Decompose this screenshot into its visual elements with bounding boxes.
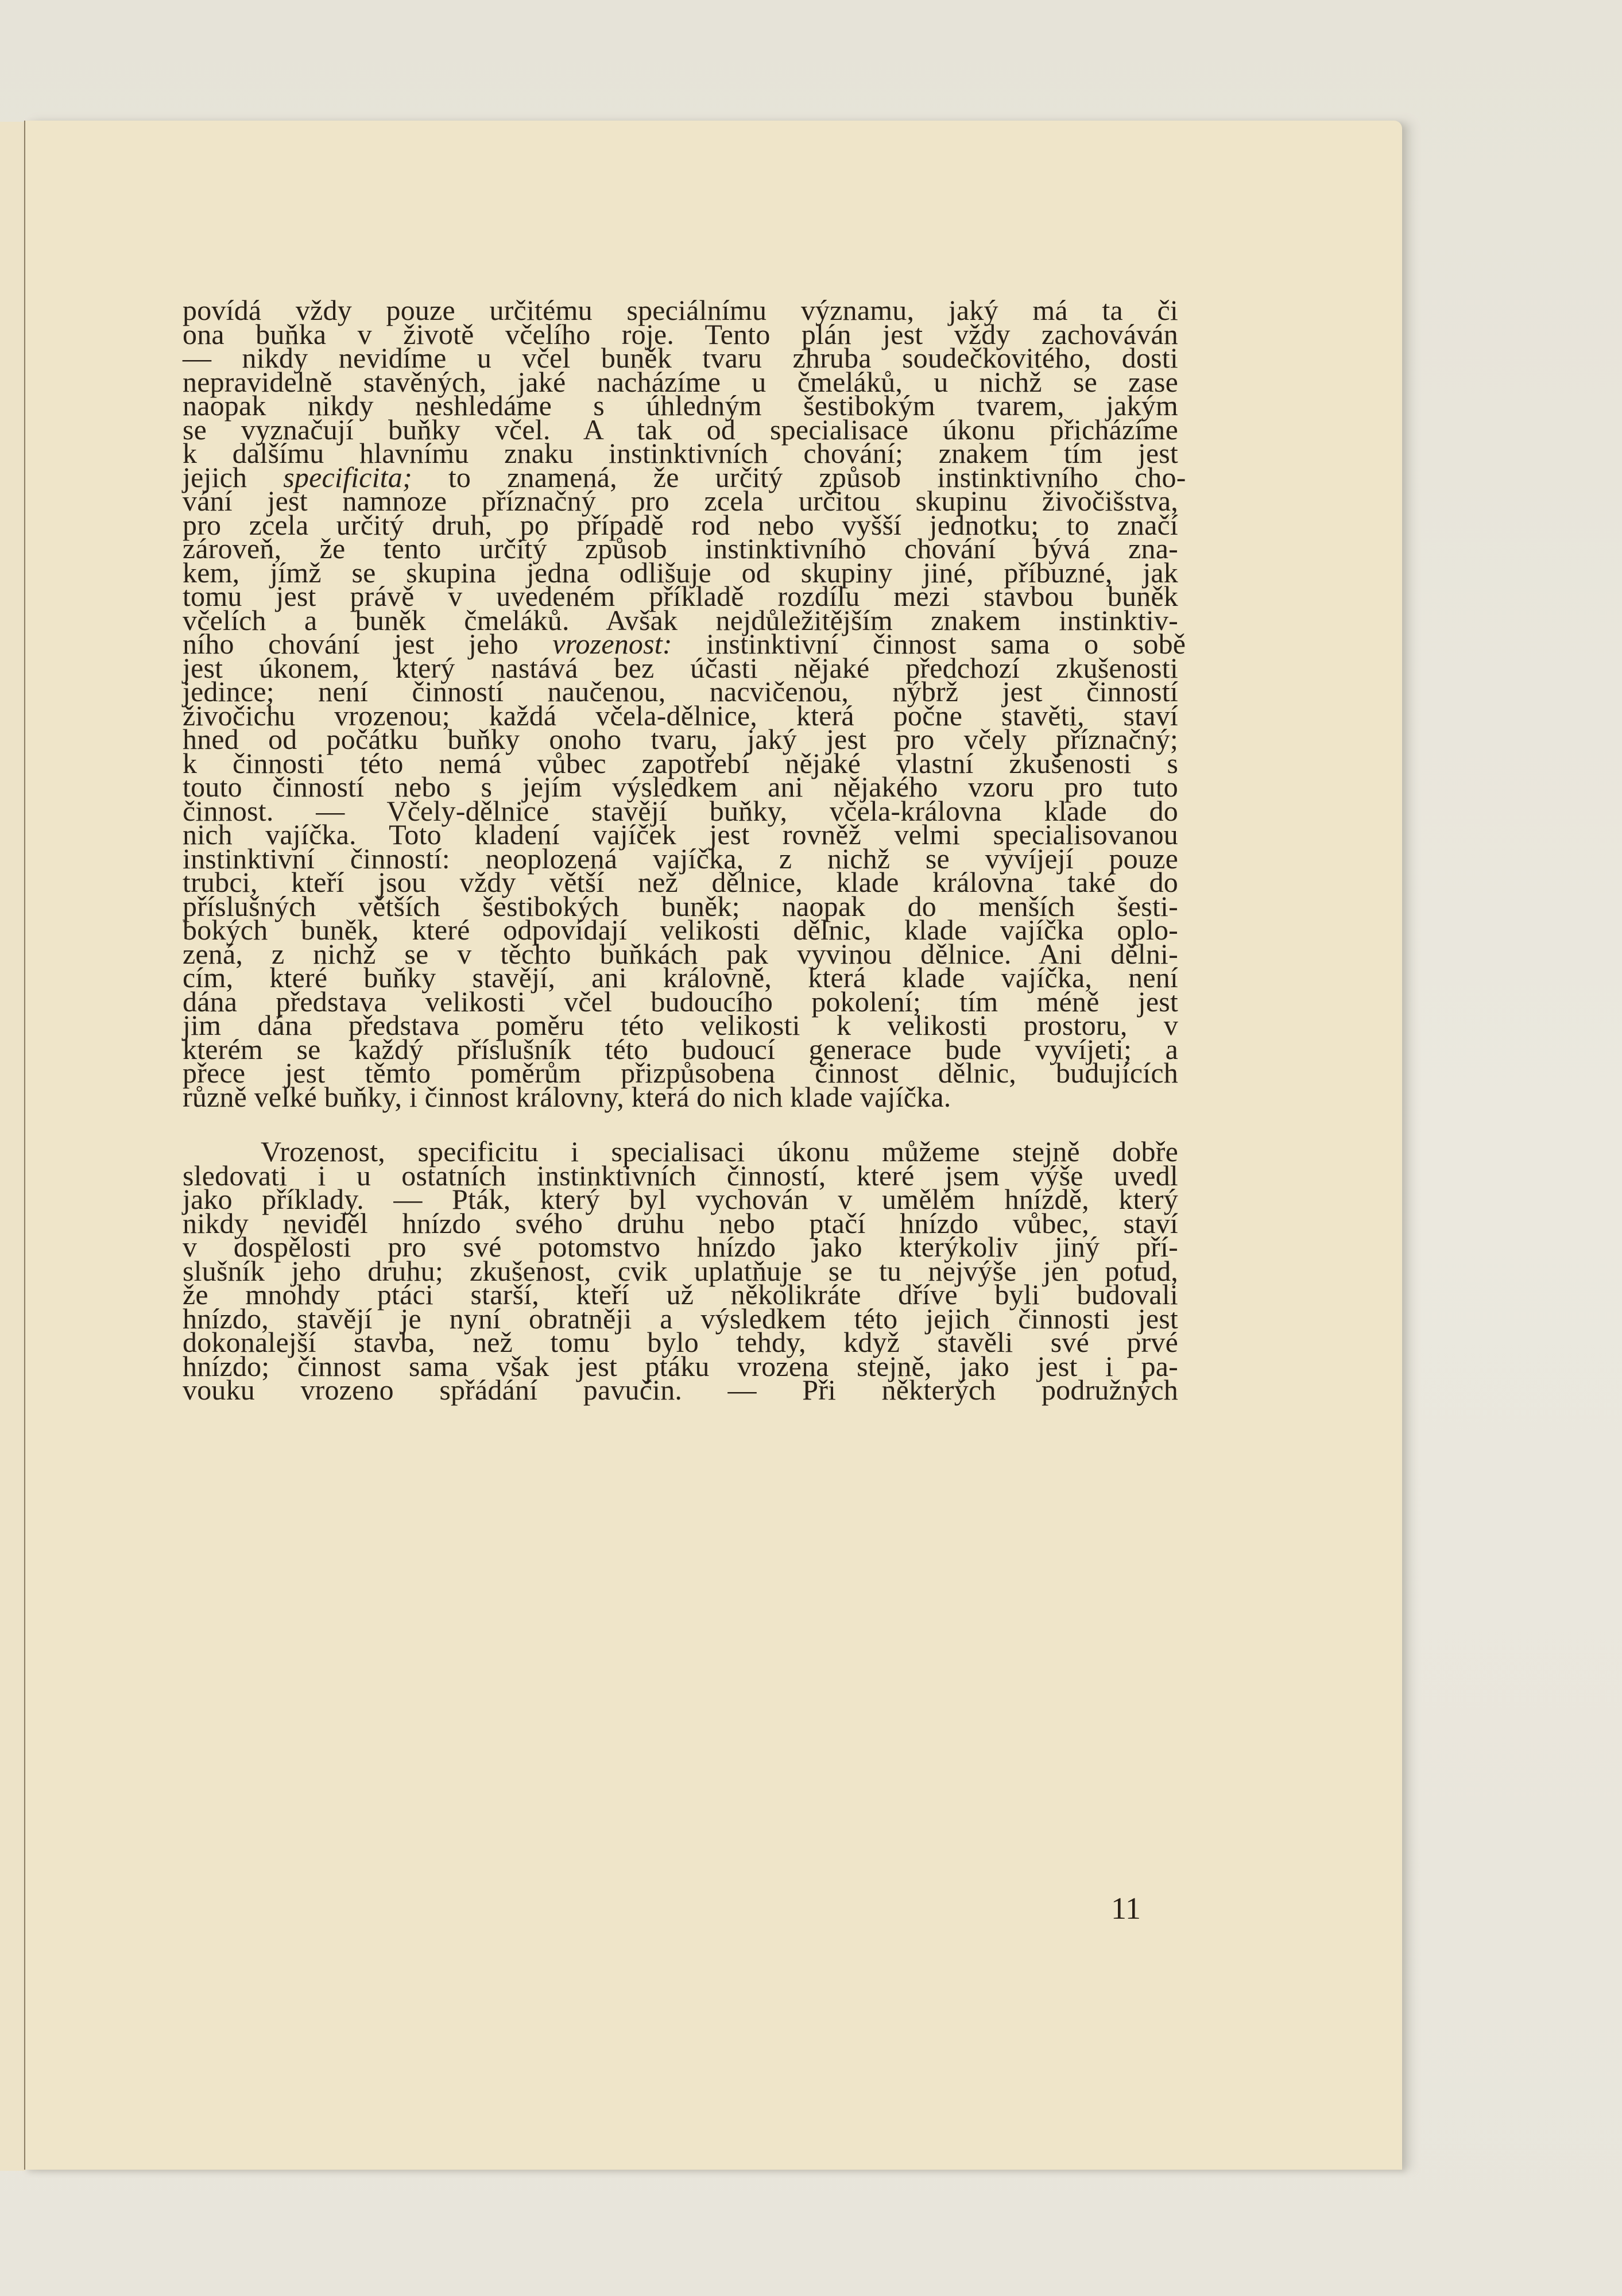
text-line: k dalšímu hlavnímu znaku instinktivních chování; znakem tím jest bbox=[183, 437, 1178, 469]
body-text bbox=[183, 294, 1186, 1406]
paragraph bbox=[183, 1135, 1178, 1406]
emphasized-term: vrozenost: bbox=[552, 628, 672, 660]
paragraph bbox=[183, 294, 1186, 1113]
text-line: nikdy neviděl hnízdo svého druhu nebo ptačí hnízdo vůbec, staví bbox=[183, 1207, 1178, 1239]
text-line: přece jest těmto poměrům přizpůsobena činnost dělnic, budujících bbox=[183, 1057, 1178, 1089]
text-line: nich vajíčka. Toto kladení vajíček jest rovněž velmi specialisovanou bbox=[183, 818, 1178, 851]
text-line: instinktivní činností: neoplozená vajíčka, z nichž se vyvíjejí pouze bbox=[183, 842, 1178, 875]
text-run: to znamená, že určitý způsob instinktivního cho- bbox=[412, 461, 1186, 493]
text-line: kem, jímž se skupina jedna odlišuje od skupiny jiné, příbuzné, jak bbox=[183, 556, 1178, 589]
text-line: touto činností nebo s jejím výsledkem ani nějakého vzoru pro tuto bbox=[183, 771, 1178, 803]
text-line: jedince; není činností naučenou, nacvičenou, nýbrž jest činností bbox=[183, 675, 1178, 708]
text-line: kterém se každý příslušník této budoucí generace bude vyvíjeti; a bbox=[183, 1033, 1178, 1065]
text-line: zároveň, že tento určitý způsob instinktivního chování bývá zna- bbox=[183, 532, 1178, 565]
text-line: k činnosti této nemá vůbec zapotřebí nějaké vlastní zkušenosti s bbox=[183, 747, 1178, 779]
text-line: hnízdo, stavějí je nyní obratněji a výsledkem této jejich činnosti jest bbox=[183, 1302, 1178, 1335]
text-line: slušník jeho druhu; zkušenost, cvik uplatňuje se tu nejvýše jen potud, bbox=[183, 1254, 1178, 1287]
text-line: sledovati i u ostatních instinktivních činností, které jsem výše uvedl bbox=[183, 1159, 1178, 1192]
text-line: jim dána představa poměru této velikosti k velikosti prostoru, v bbox=[183, 1009, 1178, 1041]
text-line: včelích a buněk čmeláků. Avšak nejdůležitějším znakem instinktiv- bbox=[183, 604, 1178, 636]
text-line: příslušných větších šestibokých buněk; naopak do menších šesti- bbox=[183, 890, 1178, 922]
text-line: Vrozenost, specificitu i specialisaci úkonu můžeme stejně dobře bbox=[261, 1135, 1178, 1168]
text-line: zená, z nichž se v těchto buňkách pak vyvinou dělnice. Ani dělni- bbox=[183, 937, 1178, 970]
text-line: dokonalejší stavba, než tomu bylo tehdy, když stavěli své prvé bbox=[183, 1326, 1178, 1358]
text-line: — nikdy nevidíme u včel buněk tvaru zhruba soudečkovitého, dosti bbox=[183, 342, 1178, 374]
text-line: ona buňka v životě včelího roje. Tento plán jest vždy zachováván bbox=[183, 318, 1178, 350]
page-number: 11 bbox=[1111, 1891, 1141, 1926]
text-line: vouku vrozeno spřádání pavučin. — Při některých podružných bbox=[183, 1374, 1178, 1406]
text-line: činnost. — Včely-dělnice stavějí buňky, včela-královna klade do bbox=[183, 794, 1178, 827]
emphasized-term: specificita; bbox=[283, 461, 412, 493]
previous-page-edge bbox=[0, 122, 25, 2171]
text-line: trubci, kteří jsou vždy větší než dělnice, klade královna také do bbox=[183, 866, 1178, 898]
text-line: různě velké buňky, i činnost královny, která do nich klade vajíčka. bbox=[183, 1080, 951, 1113]
text-line: dána představa velikosti včel budoucího pokolení; tím méně jest bbox=[183, 985, 1178, 1018]
text-line: naopak nikdy neshledáme s úhledným šestibokým tvarem, jakým bbox=[183, 389, 1178, 422]
text-line: povídá vždy pouze určitému speciálnímu významu, jaký má ta či bbox=[183, 294, 1178, 326]
text-line: vání jest namnoze příznačný pro zcela určitou skupinu živočišstva, bbox=[183, 485, 1178, 517]
text-line: bokých buněk, které odpovídají velikosti dělnic, klade vajíčka oplo- bbox=[183, 914, 1178, 946]
text-run: ního chování jest jeho bbox=[183, 628, 553, 660]
text-line: jako příklady. — Pták, který byl vychován v umělém hnízdě, který bbox=[183, 1183, 1178, 1215]
text-line: jest úkonem, který nastává bez účasti nějaké předchozí zkušenosti bbox=[183, 651, 1178, 684]
text-line: nepravidelně stavěných, jaké nacházíme u čmeláků, u nichž se zase bbox=[183, 365, 1178, 398]
text-line: cím, které buňky stavějí, ani královně, která klade vajíčka, není bbox=[183, 961, 1178, 994]
text-run: jejich bbox=[183, 461, 284, 493]
text-run: instinktivní činnost sama o sobě bbox=[672, 628, 1186, 660]
text-line: živočichu vrozenou; každá včela-dělnice, která počne stavěti, staví bbox=[183, 699, 1178, 732]
text-line: tomu jest právě v uvedeném příkladě rozdílu mezi stavbou buněk bbox=[183, 580, 1178, 612]
text-line: se vyznačují buňky včel. A tak od specialisace úkonu přicházíme bbox=[183, 413, 1178, 446]
text-line: hned od počátku buňky onoho tvaru, jaký jest pro včely příznačný; bbox=[183, 723, 1178, 755]
text-line: hnízdo; činnost sama však jest ptáku vrozena stejně, jako jest i pa- bbox=[183, 1350, 1178, 1382]
text-line: v dospělosti pro své potomstvo hnízdo jako kterýkoliv jiný pří- bbox=[183, 1231, 1178, 1263]
text-line: že mnohdy ptáci starší, kteří už několikráte dříve byli budovali bbox=[183, 1278, 1178, 1311]
text-line: pro zcela určitý druh, po případě rod nebo vyšší jednotku; to značí bbox=[183, 508, 1178, 541]
